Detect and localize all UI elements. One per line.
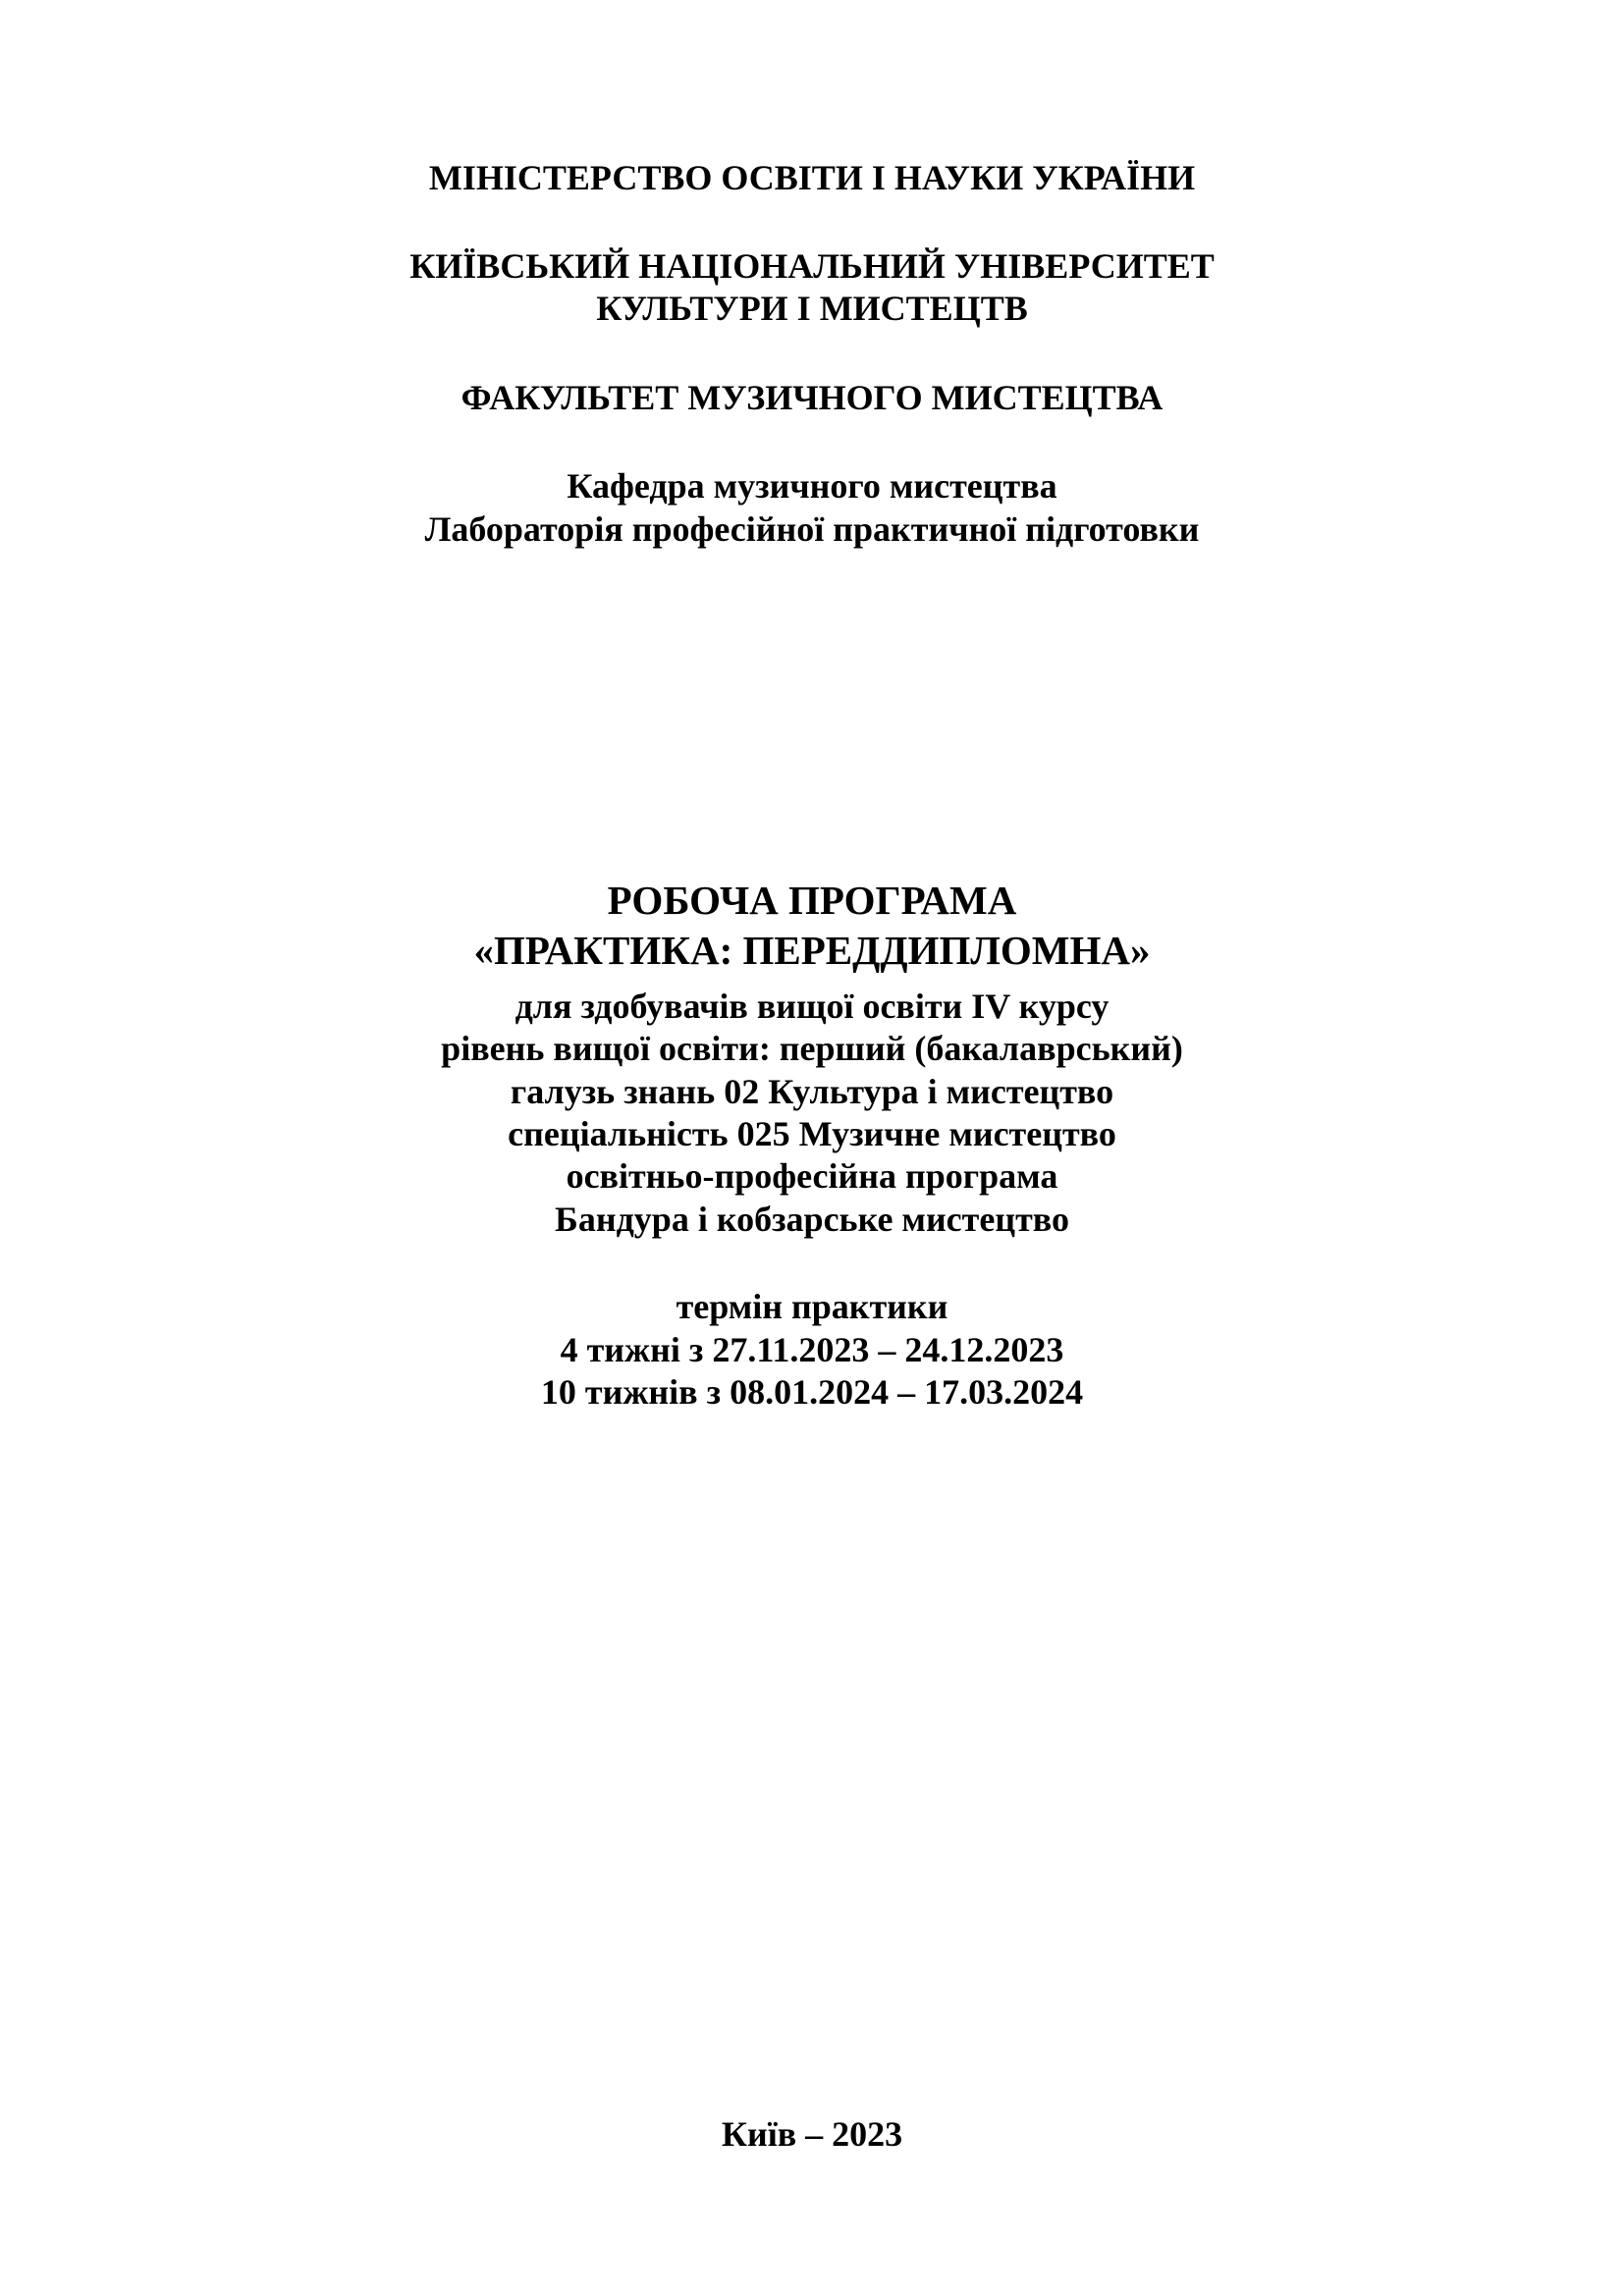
practice-title: «ПРАКТИКА: ПЕРЕДДИПЛОМНА» [473, 928, 1151, 973]
university-name-line2: КУЛЬТУРИ І МИСТЕЦТВ [596, 289, 1028, 328]
detail-line: для здобувачів вищої освіти IV курсу [514, 987, 1110, 1026]
term-period-1: 4 тижні з 27.11.2023 – 24.12.2023 [560, 1330, 1064, 1369]
detail-line: спеціальність 025 Музичне мистецтво [508, 1114, 1116, 1153]
detail-line: освітньо-професійна програма [566, 1156, 1058, 1196]
document-title: РОБОЧА ПРОГРАМА [607, 878, 1017, 923]
term-label: термін практики [676, 1287, 948, 1326]
laboratory-name: Лабораторія професійної практичної підготовки [424, 509, 1200, 549]
place-and-year: Київ – 2023 [721, 2114, 903, 2154]
detail-line: галузь знань 02 Культура і мистецтво [510, 1072, 1114, 1111]
university-name-line1: КИЇВСЬКИЙ НАЦІОНАЛЬНИЙ УНІВЕРСИТЕТ [409, 246, 1215, 286]
detail-line: рівень вищої освіти: перший (бакалаврський) [441, 1029, 1183, 1068]
detail-line: Бандура і кобзарське мистецтво [555, 1200, 1069, 1239]
faculty-heading: ФАКУЛЬТЕТ МУЗИЧНОГО МИСТЕЦТВА [460, 378, 1164, 417]
term-period-2: 10 тижнів з 08.01.2024 – 17.03.2024 [540, 1372, 1084, 1412]
ministry-heading: МІНІСТЕРСТВО ОСВІТИ І НАУКИ УКРАЇНИ [428, 158, 1196, 197]
department-name: Кафедра музичного мистецтва [567, 466, 1057, 506]
